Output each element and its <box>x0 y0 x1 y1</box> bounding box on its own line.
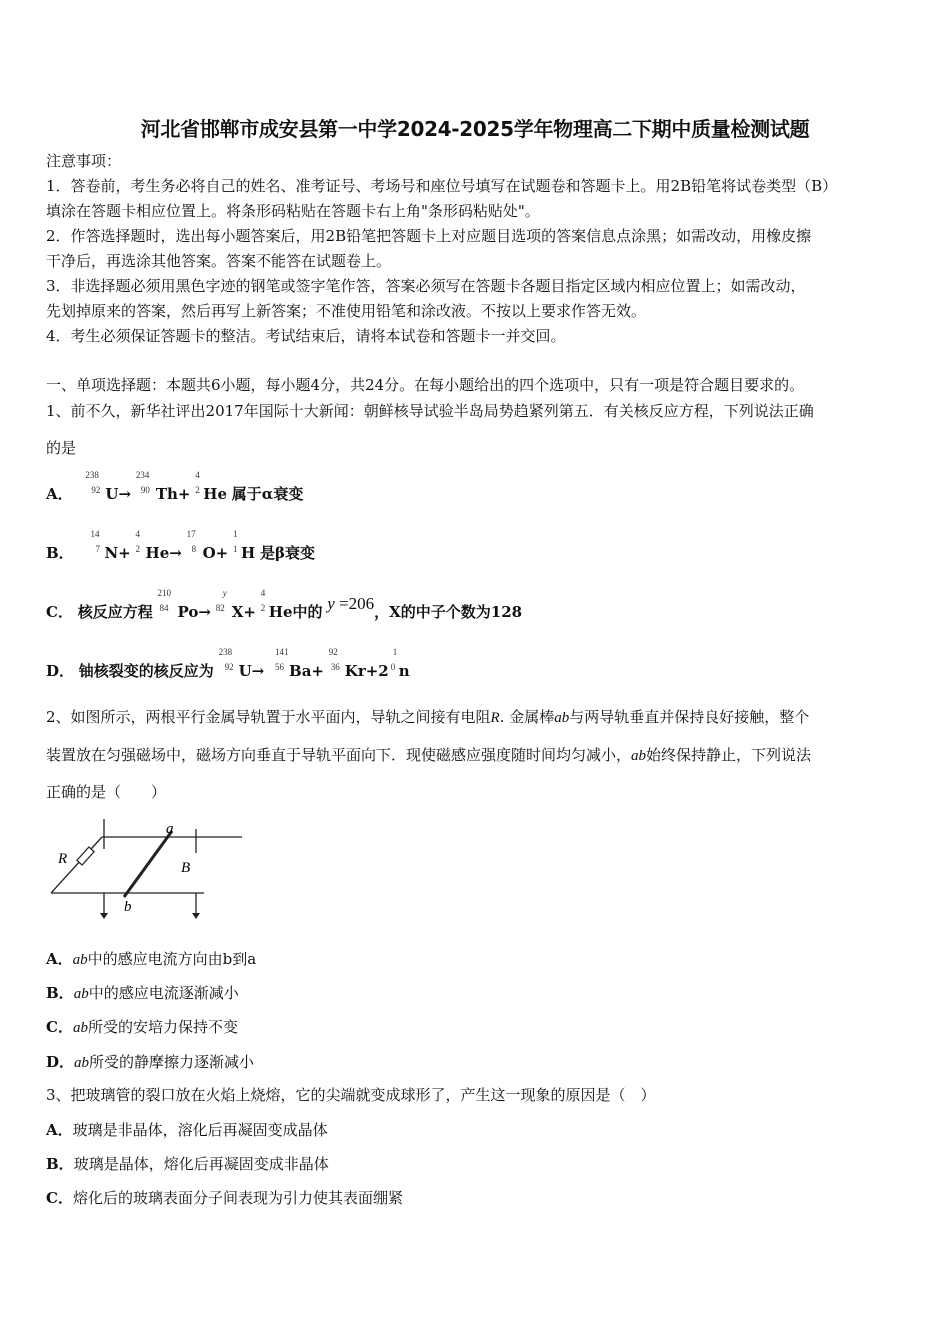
q1-option-d: D． 铀核裂变的核反应为 238 92 U→ 141 56 Ba+ 92 36 Kr+2 1 0 n <box>46 647 410 680</box>
q3-option-b: B．玻璃是晶体，熔化后再凝固变成非晶体 <box>46 1155 329 1173</box>
nuclide-u: 238 92 U→ <box>85 470 132 503</box>
q1-stem: 的是 <box>46 439 77 457</box>
nuclide-he: 4 2 He <box>195 470 227 503</box>
q2-stem: 装置放在匀强磁场中，磁场方向垂直于导轨平面向下．现使磁感应强度随时间均匀减小，ab始终保持静止，下列说法 <box>46 746 812 764</box>
q2-stem: 正确的是（ ） <box>46 783 167 801</box>
resistor-icon <box>77 847 94 865</box>
label-r: R <box>58 851 68 867</box>
nuclide-h: 1 1 H <box>233 529 256 562</box>
page-title: 河北省邯郸市成安县第一中学2024-2025学年物理高二下期中质量检测试题 <box>140 117 810 141</box>
nuclide-x: y 82 X+ <box>215 588 256 621</box>
nuclide-o: 17 8 O+ <box>186 529 229 562</box>
q1-option-a: A． 238 92 U→ 234 90 Th+ 4 2 He 属于α衰变 <box>46 470 304 503</box>
label-a: a <box>166 821 174 837</box>
nuclide-th: 234 90 Th+ <box>135 470 191 503</box>
option-label: B． <box>46 544 74 562</box>
nuclide-he: 4 2 He→ <box>135 529 182 562</box>
section-heading: 一、单项选择题：本题共6小题，每小题4分，共24分。在每小题给出的四个选项中，只有一项是符合题目要求的。 <box>46 376 805 394</box>
nuclide-kr: 92 36 Kr+2 <box>328 647 389 680</box>
q1-option-b: B． 14 7 N+ 4 2 He→ 17 8 O+ 1 1 H 是β衰变 <box>46 529 315 562</box>
notice-line: 4．考生必须保证答题卡的整洁。考试结束后，请将本试卷和答题卡一并交回。 <box>46 327 566 345</box>
notice-line: 1．答卷前，考生务必将自己的姓名、准考证号、考场号和座位号填写在试题卷和答题卡上。用2B铅笔将试卷类型（B） <box>46 177 838 195</box>
notice-heading: 注意事项： <box>46 152 122 170</box>
q2-option-c: C．ab所受的安培力保持不变 <box>46 1018 238 1036</box>
q2-stem: 2、如图所示，两根平行金属导轨置于水平面内，导轨之间接有电阻R. 金属棒ab与两导轨垂直并保持良好接触，整个 <box>46 708 810 726</box>
q3-option-a: A．玻璃是非晶体，溶化后再凝固变成晶体 <box>46 1121 328 1139</box>
label-field-b: B <box>181 860 191 876</box>
notice-line: 干净后，再选涂其他答案。答案不能答在试题卷上。 <box>46 252 392 270</box>
q1-option-c: C． 核反应方程 210 84 Po→ y 82 X+ 4 2 He中的 y =206，X的中子个数为128 <box>46 588 523 621</box>
notice-line: 2．作答选择题时，选出每小题答案后，用2B铅笔把答题卡上对应题目选项的答案信息点涂黑；如需改动，用橡皮擦 <box>46 227 812 245</box>
option-label: D． <box>46 662 75 680</box>
q2-option-a: A．ab中的感应电流方向由b到a <box>46 950 257 968</box>
equation-y: y =206 <box>327 594 375 613</box>
rail-circuit-diagram <box>44 815 254 925</box>
option-label: C． <box>46 603 73 621</box>
nuclide-n: 14 7 N+ <box>90 529 131 562</box>
q2-option-d: D．ab所受的静摩擦力逐渐减小 <box>46 1053 255 1071</box>
metal-rod <box>124 831 172 897</box>
q3-option-c: C．熔化后的玻璃表面分子间表现为引力使其表面绷紧 <box>46 1189 403 1207</box>
nuclide-u: 238 92 U→ <box>218 647 265 680</box>
nuclide-he: 4 2 He <box>260 588 293 621</box>
nuclide-ba: 141 56 Ba+ <box>275 647 324 680</box>
field-arrows <box>100 913 200 919</box>
notice-line: 先划掉原来的答案，然后再写上新答案；不准使用铅笔和涂改液。不按以上要求作答无效。 <box>46 302 647 320</box>
nuclide-n: 1 0 n <box>390 647 410 680</box>
q1-stem: 1、前不久，新华社评出2017年国际十大新闻：朝鲜核导试验半岛局势趋紧列第五．有关核反应方程，下列说法正确 <box>46 402 814 420</box>
nuclide-po: 210 84 Po→ <box>157 588 211 621</box>
q3-stem: 3、把玻璃管的裂口放在火焰上烧熔，它的尖端就变成球形了，产生这一现象的原因是（ ） <box>46 1086 656 1104</box>
label-b: b <box>124 899 132 915</box>
option-label: A． <box>46 485 73 503</box>
notice-line: 3．非选择题必须用黑色字迹的钢笔或签字笔作答，答案必须写在答题卡各题目指定区域内相应位置上；如需改动， <box>46 277 806 295</box>
notice-line: 填涂在答题卡相应位置上。将条形码粘贴在答题卡右上角"条形码粘贴处"。 <box>46 202 540 220</box>
q2-option-b: B．ab中的感应电流逐渐减小 <box>46 984 239 1002</box>
